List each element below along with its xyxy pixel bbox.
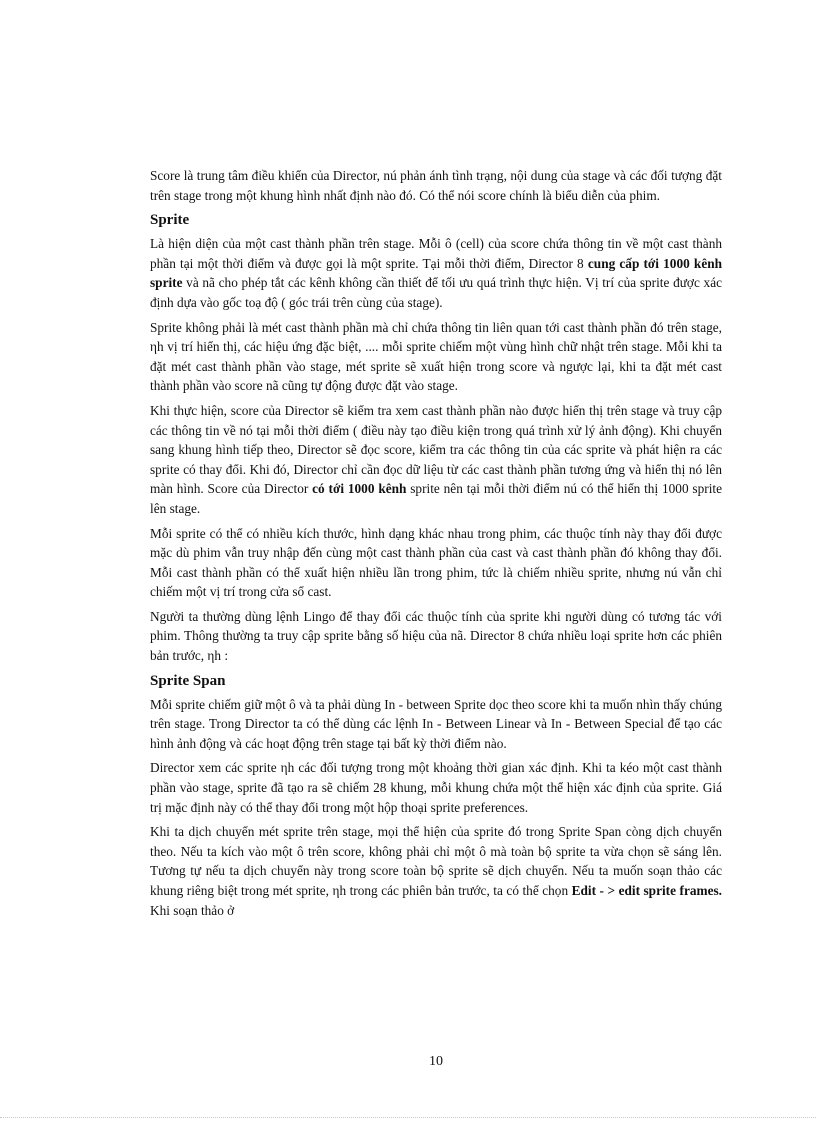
paragraph-in-between: Mỗi sprite chiếm giữ một ô và ta phải dùng In - between Sprite dọc theo score khi ta muốn nhìn thấy chúng trên stage. Trong Director ta có thể dùng các lệnh In - Between Linear và In - Between Special để tạo các hình ảnh động và các hoạt động trên stage tại bất kỳ thời điểm nào. (150, 696, 722, 751)
paragraph-lingo: Người ta thường dùng lệnh Lingo để thay đổi các thuộc tính của sprite khi người dùng có tương tác với phim. Thông thường ta truy cập sprite bằng số hiệu của nã. Director 8 chứa nhiều loại sprite hơn các phiên bản trước, ηh : (150, 608, 722, 664)
paragraph-score-intro: Score là trung tâm điều khiển của Director, nú phản ánh tình trạng, nội dung của stage và các đối tượng đặt trên stage trong một khung hình nhất định nào đó. Có thể nói score chính là biểu diễn của phim. (150, 168, 722, 203)
paragraph-sprite-move (150, 822, 722, 920)
text-run: Khi soạn thảo ở (150, 902, 235, 918)
paragraph-score-execution (150, 401, 722, 519)
bold-text-edit-menu-path: Edit - > edit sprite frames. (571, 883, 722, 898)
heading-sprite: Sprite (150, 212, 190, 229)
text-run: Khi ta dịch chuyển mét sprite trên stage, mọi thể hiện của sprite đó trong Sprite Span còng dịch chuyển theo. Nếu ta kích vào một ô trên score, không phải chỉ một ô mà toàn bộ sprite ta vừa chọn sẽ sáng lên. Tương tự nếu ta dịch chuyển này trong score toàn bộ sprite sẽ dịch chuyển. Nếu ta muốn soạn thảo các khung riêng biệt trong mét sprite, ηh trong các phiên bản trước, ta có thể chọn (150, 824, 722, 898)
page-bottom-divider (0, 1117, 816, 1118)
text-run: và nã cho phép tắt các kênh không cần thiết để tối ưu quá trình thực hiện. Vị trí của sprite được xác định dựa vào gốc toạ độ ( góc trái trên cùng của stage). (150, 275, 722, 310)
paragraph-sprite-definition (150, 234, 722, 312)
bold-text-1000-channels: cung cấp tới 1000 kênh sprite (150, 255, 723, 291)
text-run: Khi thực hiện, score của Director sẽ kiểm tra xem cast thành phần nào được hiển thị trên stage và truy cập các thông tin về nó tại mỗi thời điểm ( điều này tạo điều kiện trong quá trình xử lý ảnh động). Khi chuyển sang khung hình tiếp theo, Director sẽ đọc score, kiểm tra các thông tin của các sprite và phát hiện ra các sprite có thay đổi. Khi đó, Director chỉ cần đọc dữ liệu từ các cast thành phần tương ứng và hiển thị nó lên màn hình. Score của Director (150, 402, 722, 497)
document-body (150, 166, 722, 925)
text-run: Là hiện diện của một cast thành phần trên stage. Mỗi ô (cell) của score chứa thông tin về một cast thành phần tại một thời điểm và được gọi là một sprite. Tại mỗi thời điểm, Director 8 (150, 236, 722, 271)
paragraph-sprite-size: Mỗi sprite có thể có nhiều kích thước, hình dạng khác nhau trong phim, các thuộc tính này thay đổi được mặc dù phim vẫn truy nhập đến cùng một cast thành phần của cast và cast thành phần đó không thay đổi. Mỗi cast thành phần có thể xuất hiện nhiều lần trong phim, tức là chiếm nhiều sprite, nhưng nú vẫn chỉ chiếm một vị trí trong cửa sổ cast. (150, 525, 722, 600)
heading-sprite-span: Sprite Span (150, 672, 226, 689)
bold-text-1000-channels-2: có tới 1000 kênh (312, 481, 407, 497)
paragraph-sprite-duration: Director xem các sprite ηh các đối tượng trong một khoảng thời gian xác định. Khi ta kéo một cast thành phần vào stage, sprite đã tạo ra sẽ chiếm 28 khung, mỗi khung chứa một thể hiện xác định của sprite. Giá trị mặc định này có thể thay đổi trong một hộp thoại sprite preferences. (150, 760, 722, 815)
text-run: sprite nên tại mỗi thời điểm nú có thể hiển thị 1000 sprite lên stage. (150, 481, 722, 516)
page-number: 10 (429, 1054, 443, 1069)
paragraph-sprite-not-cast: Sprite không phải là mét cast thành phần mà chỉ chứa thông tin liên quan tới cast thành phần đó trên stage, ηh vị trí hiển thị, các hiệu ứng đặc biệt, .... mỗi sprite chiếm một vùng hình chữ nhật trên stage. Mỗi khi ta đặt mét cast thành phần vào stage, mét sprite sẽ xuất hiện trong score và ngược lại, khi ta đặt mét cast thành phần vào score nã cũng tự động được đặt vào stage. (150, 319, 722, 394)
